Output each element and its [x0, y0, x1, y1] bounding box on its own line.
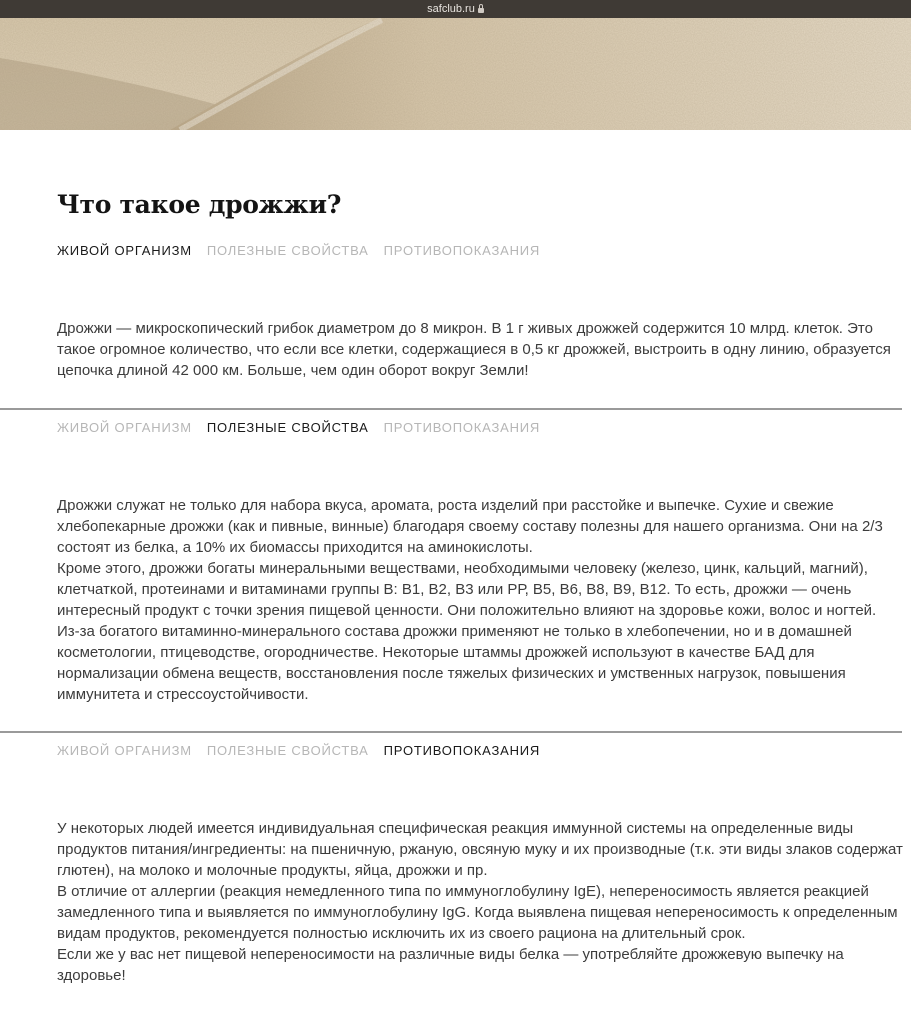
- hero-image-flour: [0, 18, 911, 130]
- tab-useful-properties[interactable]: ПОЛЕЗНЫЕ СВОЙСТВА: [206, 420, 369, 435]
- tab-bar: [57, 743, 540, 758]
- paragraph: Из-за богатого витаминно-минерального состава дрожжи применяют не только в хлебопечении, но и в домашней косметологии, птицеводстве, огородничестве. Некоторые штаммы дрожжей используют в качестве БАД для нормализации обмена веществ, восстановления после тяжелых физических и умственных нагрузок, повышения иммунитета и стрессоустойчивости.: [57, 623, 852, 703]
- section-text-contraindications: [57, 818, 907, 986]
- section-divider: [0, 731, 902, 733]
- tab-bar: [57, 243, 540, 258]
- tab-contraindications[interactable]: ПРОТИВОПОКАЗАНИЯ: [383, 243, 541, 258]
- section-text-useful-properties: [57, 495, 907, 705]
- section-divider: [0, 408, 902, 410]
- tab-useful-properties[interactable]: ПОЛЕЗНЫЕ СВОЙСТВА: [206, 243, 369, 258]
- paragraph: Дрожжи — микроскопический грибок диаметром до 8 микрон. В 1 г живых дрожжей содержится 10 млрд. клеток. Это такое огромное количество, что если все клетки, содержащиеся в 0,5 кг дрожжей, выстроить в одну линию, образуется цепочка длиной 42 000 км. Больше, чем один оборот вокруг Земли!: [57, 320, 891, 379]
- paragraph: Дрожжи служат не только для набора вкуса, аромата, роста изделий при расстойке и выпечке. Сухие и свежие хлебопекарные дрожжи (как и пивные, винные) благодаря своему составу полезны для нашего организма. Они на 2/3 состоят из белка, а 10% их биомассы приходится на аминокислоты.: [57, 497, 883, 556]
- browser-address-bar[interactable]: [0, 0, 911, 18]
- lock-icon: [478, 8, 484, 13]
- tab-contraindications[interactable]: ПРОТИВОПОКАЗАНИЯ: [383, 420, 541, 435]
- paragraph: Кроме этого, дрожжи богаты минеральными веществами, необходимыми человеку (железо, цинк, кальций, магний), клетчаткой, протеинами и витаминами группы В: В1, В2, В3 или РР, В5, В6, В8, В9, В12. То есть, дрожжи — очень интересный продукт с точки зрения пищевой ценности. Они положительно влияют на здоровье кожи, волос и ногтей.: [57, 560, 877, 619]
- tab-living-organism[interactable]: ЖИВОЙ ОРГАНИЗМ: [57, 420, 192, 435]
- paragraph: Если же у вас нет пищевой непереносимости на различные виды белка — употребляйте дрожжевую выпечку на здоровье!: [57, 946, 844, 984]
- paragraph: У некоторых людей имеется индивидуальная специфическая реакция иммунной системы на определенные виды продуктов питания/ингредиенты: на пшеничную, ржаную, овсяную муку и их производные (т.к. эти виды злаков содержат глютен), на молоко и молочные продукты, яйца, дрожжи и пр.: [57, 820, 903, 879]
- url-text: safclub.ru: [427, 3, 475, 15]
- tab-useful-properties[interactable]: ПОЛЕЗНЫЕ СВОЙСТВА: [206, 743, 369, 758]
- tab-living-organism[interactable]: ЖИВОЙ ОРГАНИЗМ: [57, 243, 192, 258]
- section-text-living-organism: [57, 318, 907, 381]
- page-title: Что такое дрожжи?: [57, 190, 342, 219]
- tab-bar: [57, 420, 540, 435]
- paragraph: В отличие от аллергии (реакция немедленного типа по иммуноглобулину IgE), непереносимость является реакцией замедленного типа и выявляется по иммуноглобулину IgG. Когда выявлена пищевая непереносимость к определенным видам продуктов, рекомендуется полностью исключить их из своего рациона на длительный срок.: [57, 883, 898, 942]
- tab-living-organism[interactable]: ЖИВОЙ ОРГАНИЗМ: [57, 743, 192, 758]
- tab-contraindications[interactable]: ПРОТИВОПОКАЗАНИЯ: [383, 743, 541, 758]
